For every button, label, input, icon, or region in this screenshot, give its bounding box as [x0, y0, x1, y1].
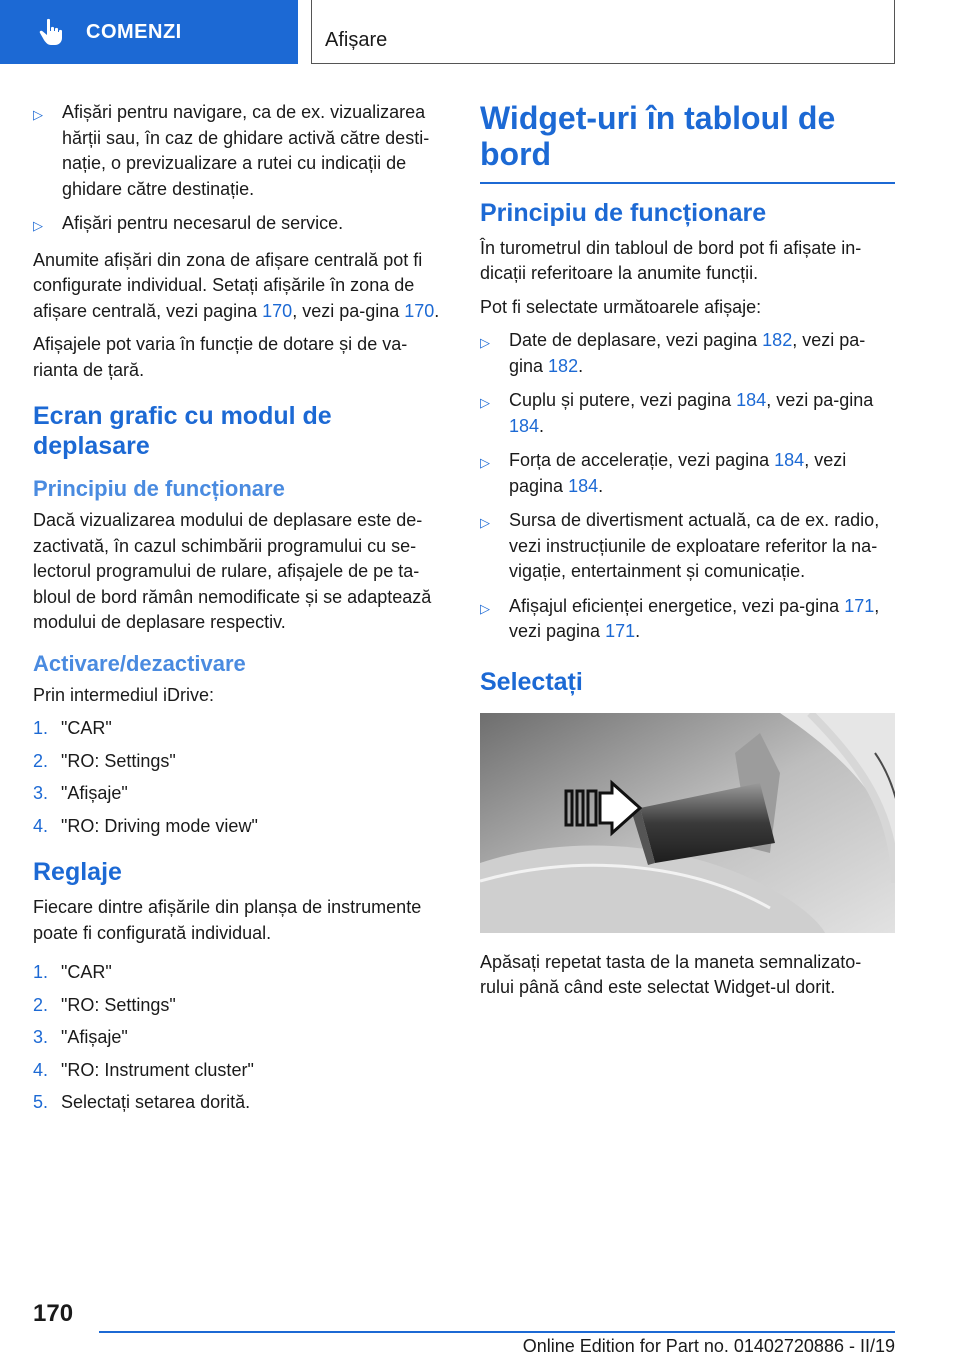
heading-activate: Activare/dezactivare — [33, 650, 246, 676]
hand-pointer-icon — [36, 17, 66, 47]
list-item: ▷ Forța de accelerație, vezi pagina 184, vezi pagina 184. — [480, 448, 895, 499]
page-number: 170 — [33, 1300, 74, 1327]
heading-divider — [480, 182, 895, 184]
right-column — [480, 100, 895, 1009]
paragraph: Anumite afișări din zona de afișare centrală pot fi configurate individual. Setați afișările în zona de afișare centrală, vezi pagina 170, vezi pa-gina 170. — [33, 249, 440, 321]
turn-signal-lever-photo — [480, 713, 895, 933]
list-item: 2. "RO: Settings" — [33, 750, 176, 771]
page-link[interactable]: 170 — [262, 300, 293, 321]
list-item: 4. "RO: Instrument cluster" — [33, 1059, 254, 1080]
footer-divider — [99, 1331, 895, 1333]
numbered-list — [33, 716, 441, 839]
list-item: ▷ Afișări pentru necesarul de service. — [33, 211, 441, 239]
list-item: 2. "RO: Settings" — [33, 994, 176, 1015]
page-link[interactable]: 184 — [509, 415, 540, 436]
page-link[interactable]: 171 — [844, 595, 875, 616]
list-item: 1. "CAR" — [33, 718, 112, 738]
page-link[interactable]: 184 — [736, 390, 767, 410]
list-item: 3. "Afișaje" — [33, 783, 128, 803]
left-column — [33, 100, 441, 1123]
paragraph: Prin intermediul iDrive: — [33, 684, 215, 705]
paragraph: Afișajele pot varia în funcție de dotare și de va-rianta de țară. — [33, 334, 408, 380]
list-item: ▷ Afișajul eficienței energetice, vezi pa-gina 171, vezi pagina 171. — [480, 594, 895, 645]
edition-note: Online Edition for Part no. 01402720886 - II/19 — [522, 1336, 895, 1356]
triangle-bullet-icon: ▷ — [480, 395, 490, 410]
page-link[interactable]: 170 — [404, 300, 435, 321]
triangle-bullet-icon: ▷ — [33, 218, 43, 233]
list-item: 4. "RO: Driving mode view" — [33, 815, 258, 836]
chapter-tab[interactable] — [0, 0, 298, 64]
section-header — [311, 0, 895, 64]
page-link[interactable]: 184 — [568, 475, 599, 496]
triangle-bullet-icon: ▷ — [480, 515, 490, 530]
paragraph: În turometrul din tabloul de bord pot fi afișate in-dicații referitoare la anumite funcții. — [480, 237, 862, 283]
list-item: ▷ Afișări pentru navigare, ca de ex. vizualizarea hărții sau, în caz de ghidare activă către desti-nație, o previzualizare a rutei cu indicații de ghidare către destinație. — [33, 100, 441, 202]
list-item: ▷ Cuplu și putere, vezi pagina 184, vezi pa-gina 184. — [480, 388, 895, 439]
triangle-bullet-icon: ▷ — [480, 600, 490, 616]
chapter-tab-label: COMENZI — [86, 20, 182, 43]
heading-principle: Principiu de funcționare — [33, 476, 285, 501]
heading-select: Selectați — [480, 667, 583, 696]
list-item: 1. "CAR" — [33, 962, 112, 982]
page-link[interactable]: 171 — [605, 621, 636, 641]
page-link[interactable]: 182 — [548, 355, 579, 376]
triangle-bullet-icon: ▷ — [33, 107, 43, 122]
triangle-bullet-icon: ▷ — [480, 335, 490, 350]
list-item: 5. Selectați setarea dorită. — [33, 1092, 251, 1112]
list-item: 3. "Afișaje" — [33, 1027, 128, 1047]
numbered-list — [33, 960, 441, 1116]
heading-principle: Principiu de funcționare — [480, 198, 767, 227]
heading-driving-mode: Ecran grafic cu modul de deplasare — [33, 402, 332, 460]
paragraph: Pot fi selectate următoarele afișaje: — [480, 296, 762, 317]
list-item: ▷ Sursa de divertisment actuală, ca de ex. radio, vezi instrucțiunile de exploatare referitor la na-vigație, entertainment și comunicație. — [480, 508, 895, 585]
section-title: Afișare — [325, 29, 388, 51]
page-title: Widget-uri în tabloul de bord — [480, 100, 836, 172]
page-link[interactable]: 182 — [762, 330, 793, 350]
list-item: ▷ Date de deplasare, vezi pagina 182, vezi pa-gina 182. — [480, 328, 895, 379]
paragraph: Apăsați repetat tasta de la maneta semnalizato-rului până când este selectat Widget-ul dorit. — [480, 951, 862, 997]
triangle-bullet-icon: ▷ — [480, 455, 490, 470]
paragraph: Fiecare dintre afișările din planșa de instrumente poate fi configurată individual. — [33, 897, 422, 943]
page-link[interactable]: 184 — [774, 450, 805, 470]
paragraph: Dacă vizualizarea modului de deplasare este de-zactivată, în cazul schimbării programului cu se-lectorul programului de rulare, afișajele de pe ta-bloul de bord rămân nemodificate și se adaptează modului de deplasare respectiv. — [33, 510, 432, 632]
heading-settings: Reglaje — [33, 858, 122, 886]
